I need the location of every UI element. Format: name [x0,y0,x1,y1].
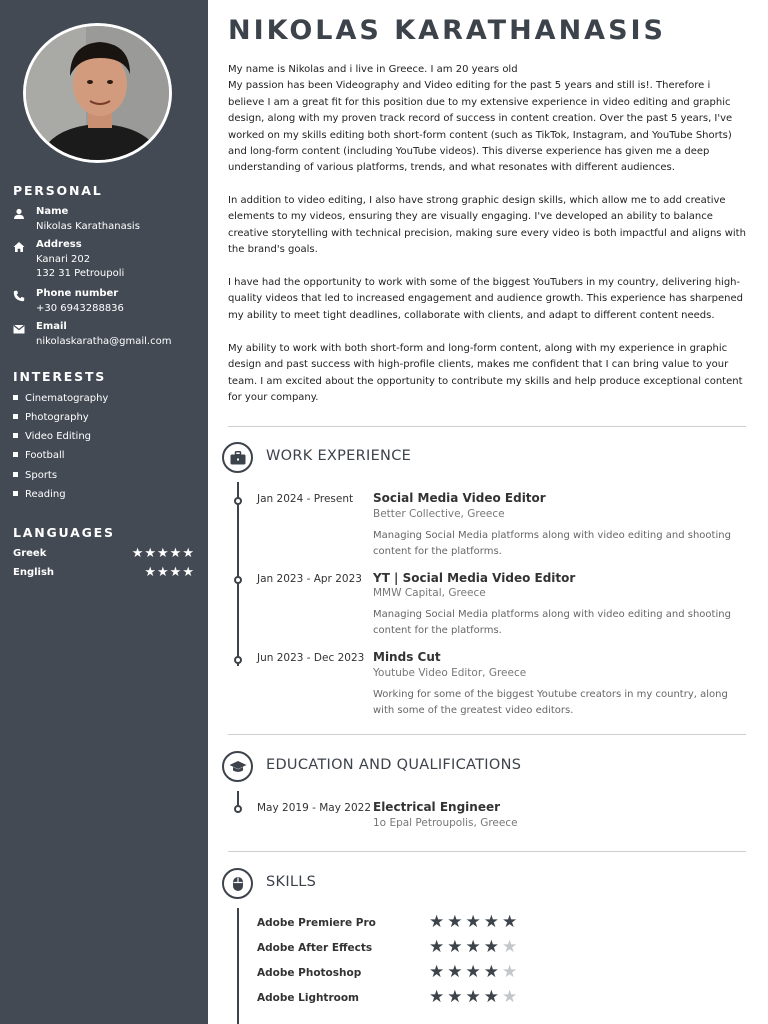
address-line-2: 132 31 Petroupoli [36,268,125,279]
job-date: Jan 2023 - Apr 2023 [257,573,362,585]
job-date: Jan 2024 - Present [257,493,354,505]
education-date: May 2019 - May 2022 [257,802,371,814]
timeline-line [237,482,239,666]
candidate-name: NIKOLAS KARATHANASIS [228,15,666,46]
about-paragraph: My ability to work with both short-form and long-form content, along with my experience in graphic design and past success with high-profile clients, makes me confident that I can bring value to your team. I am excited about the opportunity to contribute my skills and help produce exceptional content for your company. [228,343,743,404]
language-name: Greek [13,548,47,559]
job-company: MMW Capital, Greece [373,587,486,599]
interest-item: Video Editing [13,431,91,442]
section-divider [228,734,746,735]
job-company: Youtube Video Editor, Greece [373,667,527,679]
timeline-line [237,908,239,1024]
timeline-dot [234,805,242,813]
skill-name: Adobe Lightroom [257,992,359,1004]
job-title: YT | Social Media Video Editor [373,571,576,585]
skill-name: Adobe Premiere Pro [257,917,376,929]
interest-item: Football [13,450,65,461]
skill-stars: ★★★★★ [429,912,521,932]
language-stars: ★★★★★ [131,546,195,561]
about-paragraph [228,62,748,177]
job-title: Minds Cut [373,650,441,664]
timeline-dot [234,576,242,584]
address-label: Address [36,239,82,250]
about-paragraph: I have had the opportunity to work with some of the biggest YouTubers in my country, delivering high-quality videos that led to increased engagement and audience growth. This experience has sharpened my ability to meet tight deadlines, collaborate with clients, and adapt to different content needs. [228,277,743,321]
interest-item: Reading [13,489,66,500]
personal-heading: PERSONAL [13,183,103,198]
work-experience-title: WORK EXPERIENCE [266,448,412,464]
person-icon [13,208,25,220]
portrait-image [26,26,172,163]
bullet-icon [13,433,18,438]
education-school: 1o Epal Petroupolis, Greece [373,817,518,829]
job-date: Jun 2023 - Dec 2023 [257,652,365,664]
timeline-dot [234,656,242,664]
bullet-icon [13,491,18,496]
about-body: My passion has been Videography and Video editing for the past 5 years and still is!. Therefore i believe I am a great fit for this position due to my extensive experience in video editing and graphic design, along with my proven track record of success in content creation. Over the past 5 years, I've worked on my skills editing both short-form content (such as TikTok, Instagram, and YouTube Shorts) and long-form content (including YouTube videos). This diverse experience has given me a deep understanding of various platforms, trends, and what resonates with different audiences. [228,80,733,174]
skill-stars: ★★★★★ [429,987,521,1007]
mouse-icon [222,868,253,899]
job-description: Managing Social Media platforms along with video editing and shooting content for the platforms. [373,609,731,636]
education-title-item: Electrical Engineer [373,800,501,814]
language-row [13,548,195,559]
interest-item: Sports [13,470,57,481]
sidebar [0,0,208,1024]
about-intro: My name is Nikolas and i live in Greece. I am 20 years old [228,64,518,75]
phone-value: +30 6943288836 [36,303,124,314]
section-divider [228,851,746,852]
bullet-icon [13,414,18,419]
email-value: nikolaskaratha@gmail.com [36,336,172,347]
graduation-cap-icon [222,751,253,782]
job-description: Working for some of the biggest Youtube creators in my country, along with some of the greatest video editors. [373,689,728,716]
skill-name: Adobe After Effects [257,942,373,954]
language-row [13,567,195,578]
name-value: Nikolas Karathanasis [36,221,140,232]
job-company: Better Collective, Greece [373,508,505,520]
about-paragraph: In addition to video editing, I also have strong graphic design skills, which allow me to add creative elements to my videos, ensuring they are visually engaging. I've developed an ability to balance creative storytelling with technical precision, making sure every video is both impactful and aligns with the brand's goals. [228,195,746,256]
bullet-icon [13,472,18,477]
email-icon [13,323,25,335]
profile-photo [23,23,172,163]
briefcase-icon [222,442,253,473]
phone-label: Phone number [36,288,119,299]
email-label: Email [36,321,67,332]
home-icon [13,241,25,253]
job-title: Social Media Video Editor [373,491,546,505]
languages-heading: LANGUAGES [13,525,115,540]
skill-stars: ★★★★★ [429,937,521,957]
skill-name: Adobe Photoshop [257,967,362,979]
skills-title: SKILLS [266,874,317,890]
language-stars: ★★★★ [144,565,195,580]
bullet-icon [13,395,18,400]
phone-icon [13,290,25,302]
language-name: English [13,567,55,578]
interest-item: Photography [13,412,89,423]
education-title: EDUCATION AND QUALIFICATIONS [266,757,522,773]
interests-heading: INTERESTS [13,369,107,384]
skill-stars: ★★★★★ [429,962,521,982]
address-line-1: Kanari 202 [36,254,91,265]
interest-item: Cinematography [13,393,108,404]
job-description: Managing Social Media platforms along with video editing and shooting content for the platforms. [373,530,731,557]
bullet-icon [13,452,18,457]
timeline-dot [234,497,242,505]
name-label: Name [36,206,69,217]
section-divider [228,426,746,427]
